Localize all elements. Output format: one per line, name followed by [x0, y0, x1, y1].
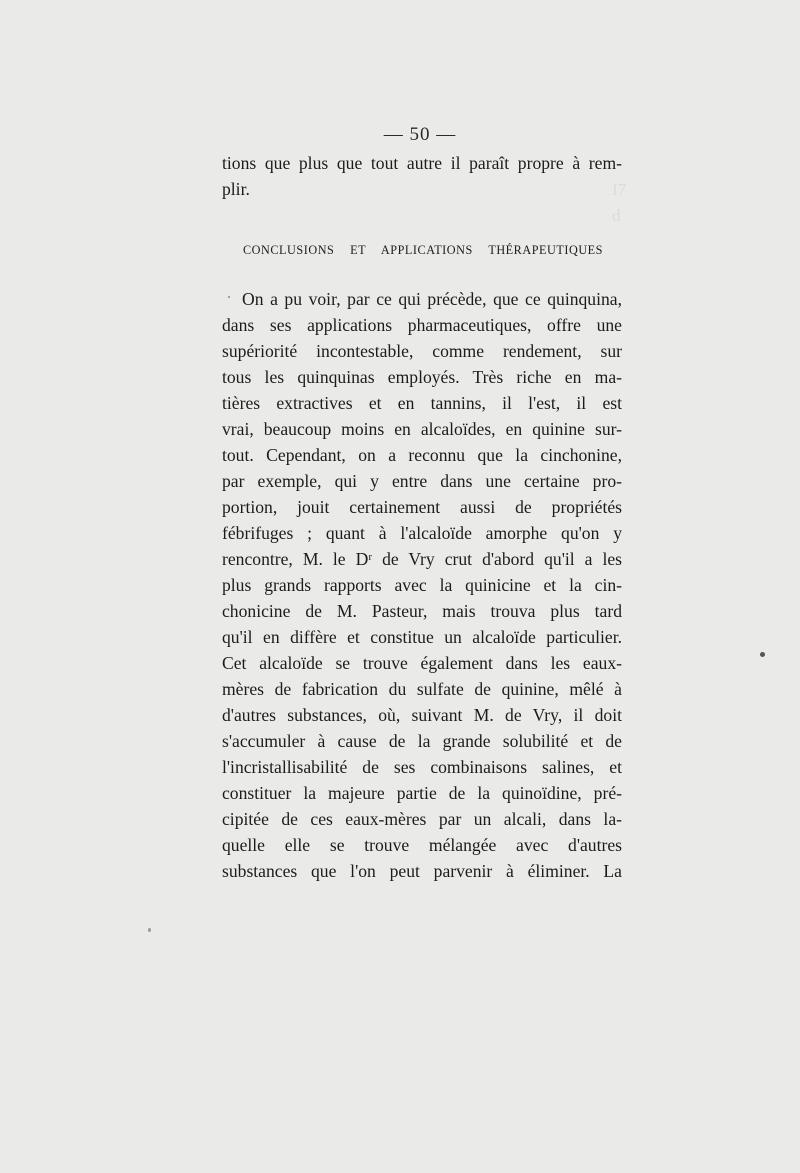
text-line: supériorité incontestable, comme rendement, sur [222, 341, 622, 361]
text-line: fébrifuges ; quant à l'alcaloïde amorphe qu'on y [222, 523, 622, 543]
text-line: tout. Cependant, on a reconnu que la cinchonine, [222, 445, 622, 465]
text-line: Cet alcaloïde se trouve également dans les eaux- [222, 653, 622, 673]
text-line: s'accumuler à cause de la grande solubilité et de [222, 731, 622, 751]
text-line: tières extractives et en tannins, il l'est, il est [222, 393, 622, 413]
text-line: rencontre, M. le Dʳ de Vry crut d'abord qu'il a les [222, 549, 622, 569]
text-line: quelle elle se trouve mélangée avec d'autres [222, 835, 622, 855]
text-line: l'incristallisabilité de ses combinaisons salines, et [222, 757, 622, 777]
text-line: tous les quinquinas employés. Très riche en ma- [222, 367, 622, 387]
text-line: plus grands rapports avec la quinicine et la cin- [222, 575, 622, 595]
ink-speck [760, 652, 765, 657]
text-line: tions que plus que tout autre il paraît propre à rem- [222, 153, 622, 173]
text-line: dans ses applications pharmaceutiques, offre une [222, 315, 622, 335]
text-line: par exemple, qui y entre dans une certaine pro- [222, 471, 622, 491]
text-line: substances que l'on peut parvenir à éliminer. La [222, 861, 622, 881]
ink-speck [228, 296, 230, 298]
text-line: On a pu voir, par ce qui précède, que ce quinquina, [242, 289, 622, 309]
text-line: cipitée de ces eaux-mères par un alcali, dans la- [222, 809, 622, 829]
text-line: constituer la majeure partie de la quinoïdine, pré- [222, 783, 622, 803]
text-line: portion, jouit certainement aussi de propriétés [222, 497, 622, 517]
page-number: — 50 — [383, 124, 457, 145]
text-line: mères de fabrication du sulfate de quinine, mêlé à [222, 679, 622, 699]
text-line: qu'il en diffère et constitue un alcaloïde particulier. [222, 627, 622, 647]
section-heading: CONCLUSIONS ET APPLICATIONS THÉRAPEUTIQUES [243, 243, 603, 257]
text-line: plir. [222, 179, 250, 199]
show-through-text: I7 [612, 180, 627, 199]
text-line: chonicine de M. Pasteur, mais trouva plus tard [222, 601, 622, 621]
text-line: d'autres substances, où, suivant M. de Vry, il doit [222, 705, 622, 725]
text-line: vrai, beaucoup moins en alcaloïdes, en quinine sur- [222, 419, 622, 439]
ink-speck [148, 928, 151, 932]
show-through-text: d [612, 206, 621, 225]
